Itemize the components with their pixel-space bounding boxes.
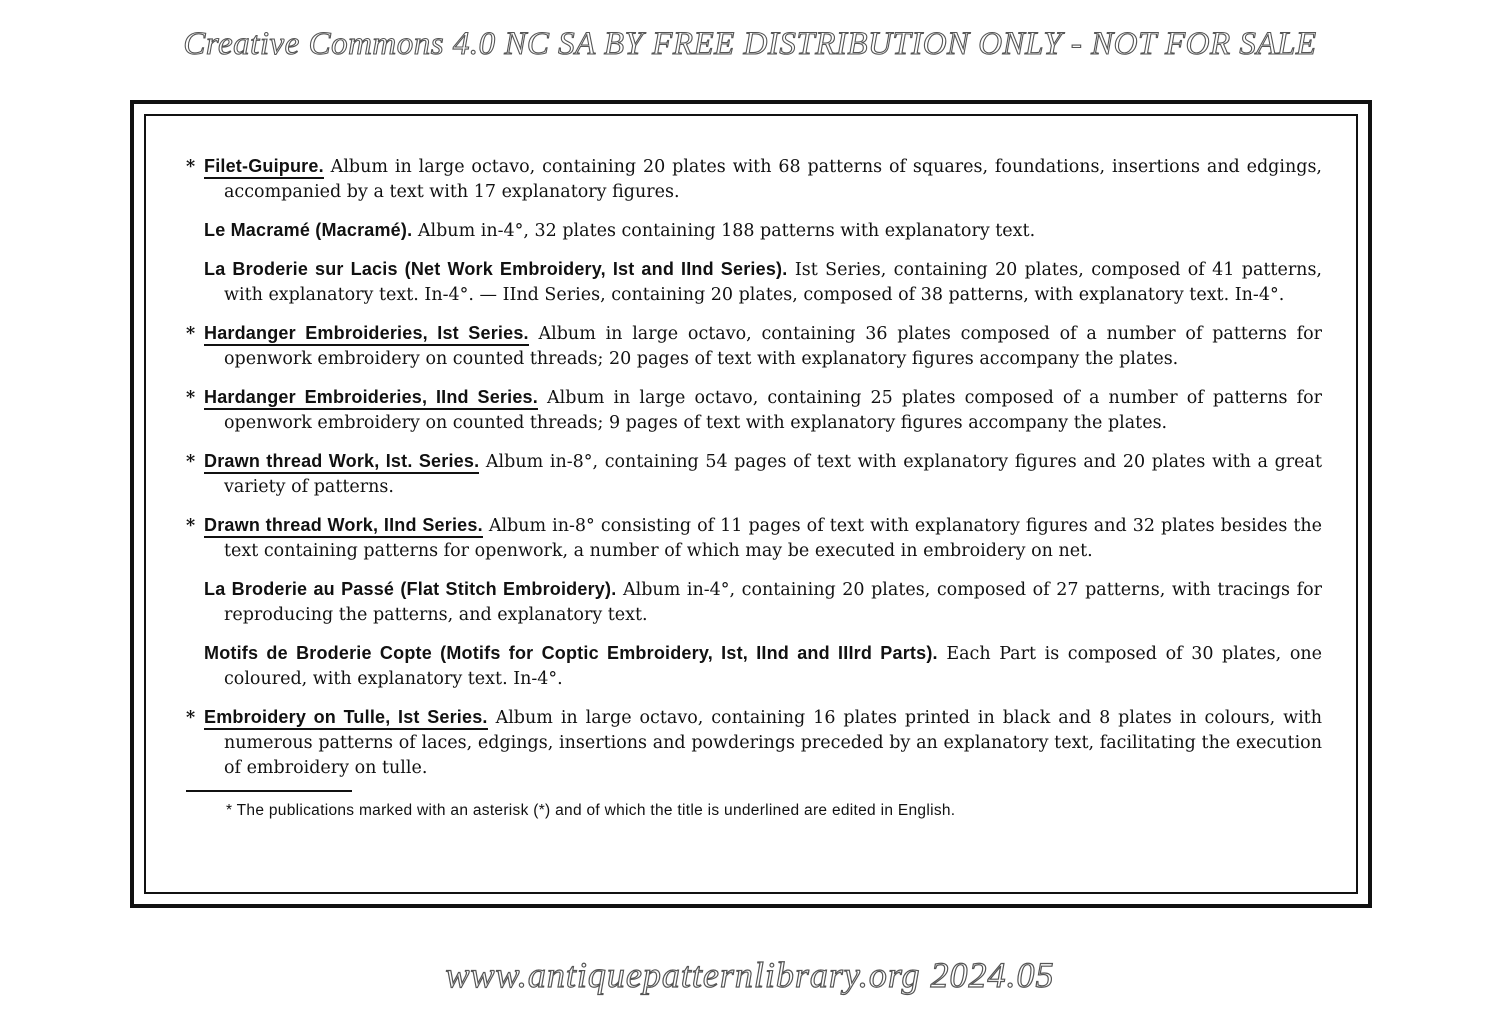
watermark-footer: www.antiquepatternlibrary.org 2024.05 xyxy=(445,955,1055,995)
asterisk-marker: * xyxy=(186,708,196,728)
entry-title: Hardanger Embroideries, IInd Series. xyxy=(204,387,538,410)
entry-description: Album in-8°, containing 54 pages of text with explanatory figures and 20 plates with a great variety of patterns. xyxy=(224,452,1322,497)
list-item xyxy=(186,154,1322,205)
entry-title: Drawn thread Work, IInd Series. xyxy=(204,515,483,538)
asterisk-marker: * xyxy=(186,516,196,536)
entry-title: La Broderie au Passé (Flat Stitch Embroidery). xyxy=(204,579,617,599)
entry-title: Hardanger Embroideries, Ist Series. xyxy=(204,323,529,346)
entry-title: La Broderie sur Lacis (Net Work Embroidery, Ist and IInd Series). xyxy=(204,259,788,279)
asterisk-marker: * xyxy=(186,452,196,472)
inner-frame xyxy=(144,114,1358,894)
list-item xyxy=(186,513,1322,564)
publication-list xyxy=(186,154,1322,820)
list-item xyxy=(186,321,1322,372)
entry-description: Ist Series, containing 20 plates, composed of 41 patterns, with explanatory text. In-4°. — IInd Series, containing 20 plates, composed of 38 patterns, with explanatory text. In-4°. xyxy=(224,260,1322,305)
entry-description: Album in large octavo, containing 16 plates printed in black and 8 plates in colours, with numerous patterns of laces, edgings, insertions and powderings preceded by an explanatory text, facilitating the execution of embroidery on tulle. xyxy=(224,708,1322,778)
entry-description: Album in large octavo, containing 25 plates composed of a number of patterns for openwork embroidery on counted threads; 9 pages of text with explanatory figures accompany the plates. xyxy=(224,388,1322,433)
entry-description: Album in-8° consisting of 11 pages of text with explanatory figures and 32 plates besides the text containing patterns for openwork, a number of which may be executed in embroidery on net. xyxy=(224,516,1322,561)
list-item xyxy=(186,705,1322,781)
asterisk-marker: * xyxy=(186,157,196,177)
entry-title: Filet-Guipure. xyxy=(204,156,324,179)
entry-description: Album in large octavo, containing 36 plates composed of a number of patterns for openwork embroidery on counted threads; 20 pages of text with explanatory figures accompany the plates. xyxy=(224,324,1323,369)
entry-description: Album in-4°, containing 20 plates, composed of 27 patterns, with tracings for reproducing the patterns, and explanatory text. xyxy=(224,580,1322,625)
list-item xyxy=(186,449,1322,500)
entry-description: Album in large octavo, containing 20 plates with 68 patterns of squares, foundations, insertions and edgings, accompanied by a text with 17 explanatory figures. xyxy=(224,157,1322,202)
asterisk-marker: * xyxy=(186,388,196,408)
entry-title: Drawn thread Work, Ist. Series. xyxy=(204,451,479,474)
list-item xyxy=(186,385,1322,436)
entry-title: Motifs de Broderie Copte (Motifs for Coptic Embroidery, Ist, IInd and IIIrd Parts). xyxy=(204,643,938,663)
list-item xyxy=(186,218,1322,244)
list-item xyxy=(186,257,1322,308)
footnote: * The publications marked with an asterisk (*) and of which the title is underlined are edited in English. xyxy=(226,802,956,819)
entry-title: Embroidery on Tulle, Ist Series. xyxy=(204,707,488,730)
outer-frame xyxy=(130,100,1372,908)
footnote-divider xyxy=(186,790,352,792)
entry-description: Each Part is composed of 30 plates, one coloured, with explanatory text. In-4°. xyxy=(224,644,1322,689)
watermark-header: Creative Commons 4.0 NC SA BY FREE DISTRIBUTION ONLY - NOT FOR SALE xyxy=(183,26,1317,62)
list-item xyxy=(186,577,1322,628)
entry-title: Le Macramé (Macramé). xyxy=(204,220,413,240)
asterisk-marker: * xyxy=(186,324,196,344)
entry-description: Album in-4°, 32 plates containing 188 patterns with explanatory text. xyxy=(412,221,1036,241)
list-item xyxy=(186,641,1322,692)
